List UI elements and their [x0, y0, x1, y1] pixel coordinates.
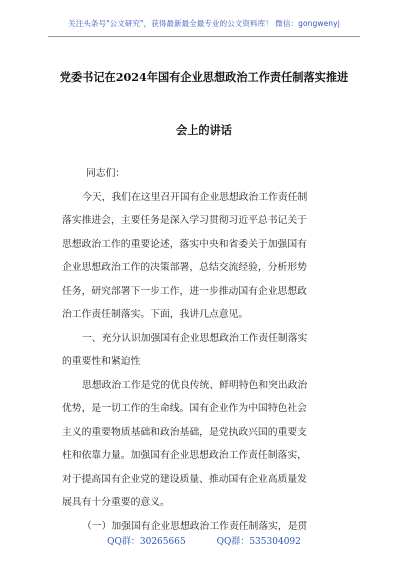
header-divider — [48, 36, 360, 37]
body-line: 展具有十分重要的意义。 — [62, 497, 170, 508]
header-note: 关注头条号"公文研究"，获得最新最全最专业的公文资料库！ 微信：gongwenyj — [68, 19, 340, 28]
body-line: 落实推进会，主要任务是深入学习贯彻习近平总书记关于 — [62, 215, 307, 226]
document-body — [62, 162, 348, 538]
body-line: 柱和依靠力量。加强国有企业思想政治工作责任制落实， — [62, 450, 307, 461]
body-line: 治工作责任制落实。下面，我讲几点意见。 — [62, 309, 249, 320]
body-line: 优势，是一切工作的生命线。国有企业作为中国特色社会 — [62, 403, 307, 414]
footer-contacts — [0, 534, 408, 547]
section-heading: 一、充分认识加强国有企业思想政治工作责任制落实 — [82, 332, 308, 344]
body-line: 主义的重要物质基础和政治基础，是党执政兴国的重要支 — [62, 426, 307, 438]
body-line: 思想政治工作的重要论述，落实中央和省委关于加强国有 — [62, 238, 307, 250]
body-line: 企业思想政治工作的决策部署，总结交流经验，分析形势 — [62, 262, 307, 273]
salutation: 同志们： — [86, 168, 126, 179]
body-line: 任务，研究部署下一步工作，进一步推动国有企业思想政 — [62, 285, 307, 297]
footer-qq-group-2: QQ群：535304092 — [216, 537, 301, 547]
subsection-heading: （一）加强国有企业思想政治工作责任制落实，是贯 — [82, 520, 308, 532]
footer-qq-group-1: QQ群：30265665 — [107, 537, 186, 547]
body-line: 对于提高国有企业党的建设质量、推动国有企业高质量发 — [62, 473, 307, 485]
document-title-line1: 党委书记在2024年国有企业思想政治工作责任制落实推进 — [59, 70, 349, 84]
section-heading: 的重要性和紧迫性 — [62, 356, 141, 367]
document-title-line2: 会上的讲话 — [176, 123, 232, 137]
body-line: 思想政治工作是党的优良传统、鲜明特色和突出政治 — [82, 379, 308, 391]
body-line: 今天，我们在这里召开国有企业思想政治工作责任制 — [82, 191, 308, 203]
